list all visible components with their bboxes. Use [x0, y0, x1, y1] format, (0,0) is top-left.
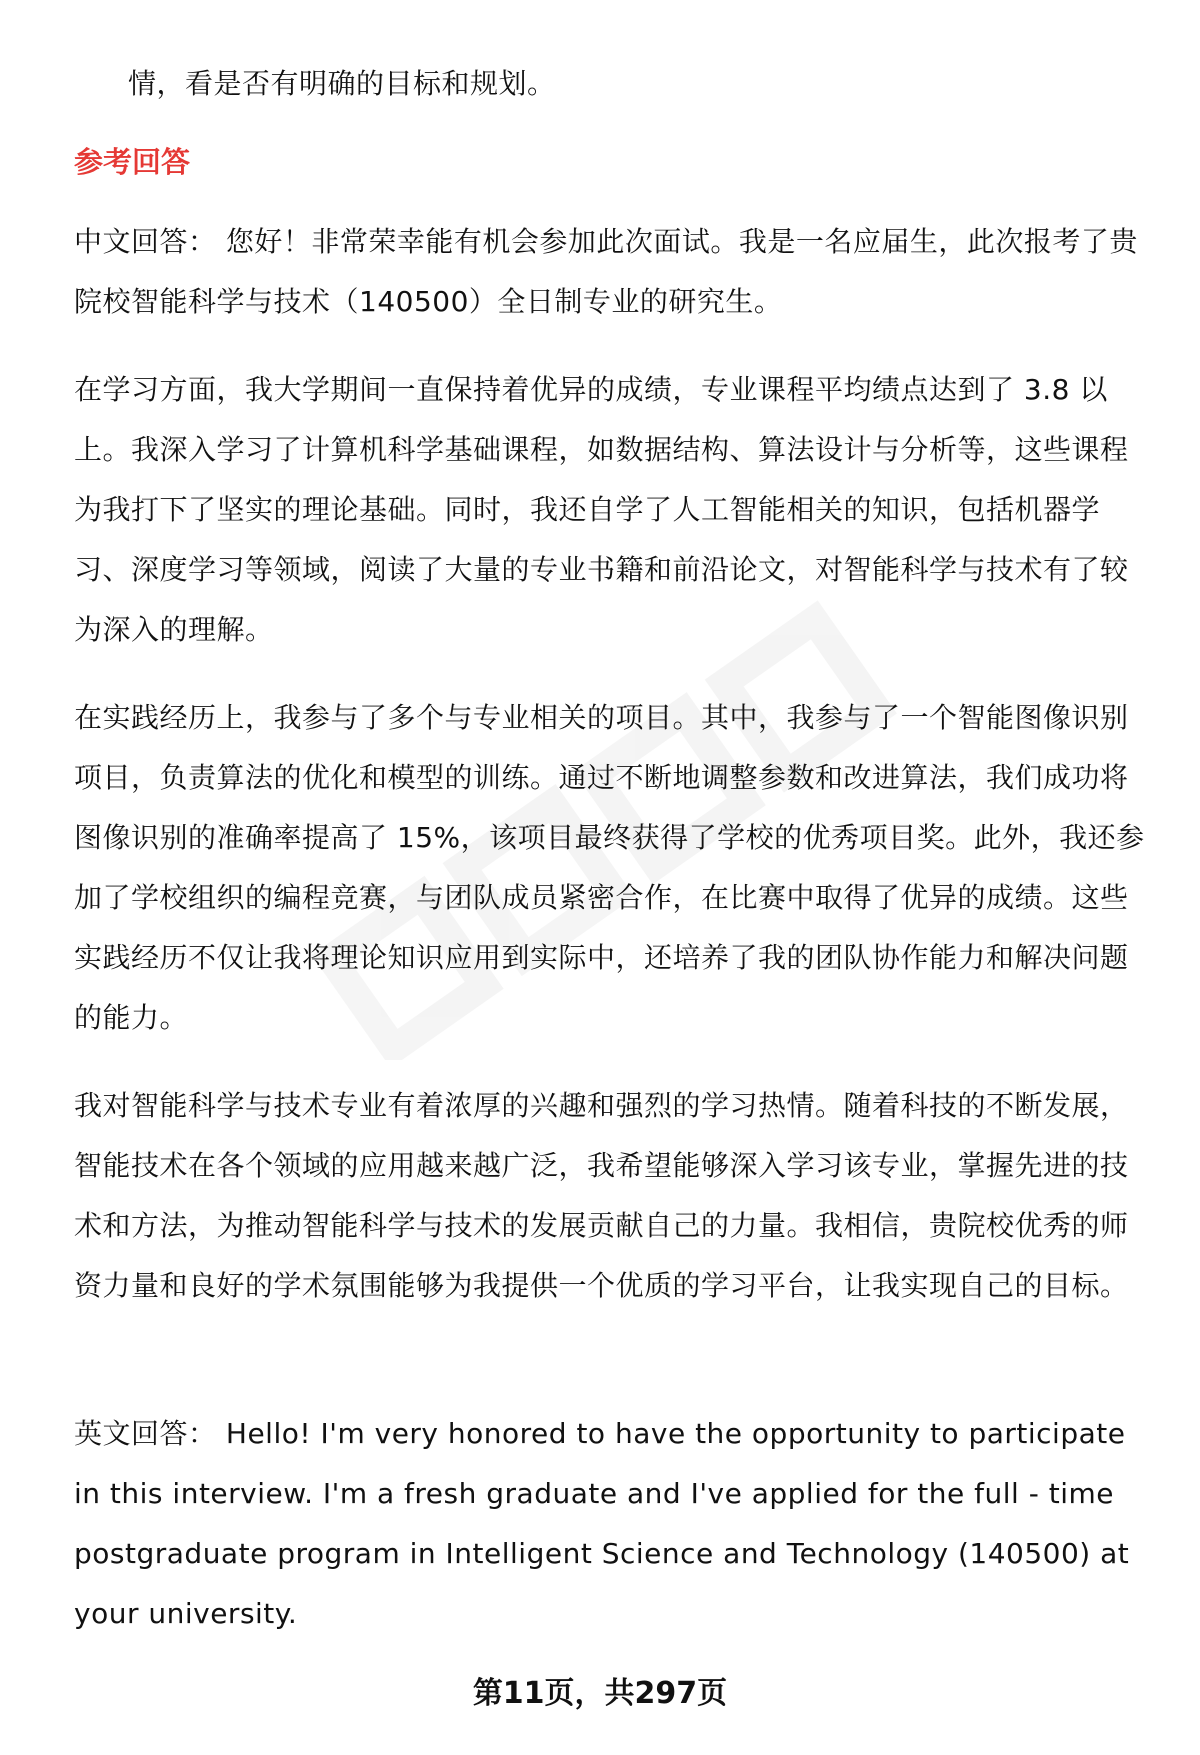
continuation-line: 情，看是否有明确的目标和规划。 — [128, 67, 556, 100]
paragraph-motivation: 我对智能科学与技术专业有着浓厚的兴趣和强烈的学习热情。随着科技的不断发展，智能技术在各个领域的应用越来越广泛，我希望能够深入学习该专业，掌握先进的技术和方法，为推动智能科学与技术的发展贡献自己的力量。我相信，贵院校优秀的师资力量和良好的学术氛围能够为我提供一个优质的学习平台，让我实现自己的目标。 — [74, 1089, 1129, 1302]
paragraph-practice: 在实践经历上，我参与了多个与专业相关的项目。其中，我参与了一个智能图像识别项目，负责算法的优化和模型的训练。通过不断地调整参数和改进算法，我们成功将图像识别的准确率提高了 15%，该项目最终获得了学校的优秀项目奖。此外，我还参加了学校组织的编程竞赛，与团队成员紧密合作，在比赛中取得了优异的成绩。这些实践经历不仅让我将理论知识应用到实际中，还培养了我的团队协作能力和解决问题的能力。 — [74, 701, 1145, 1034]
page-number-footer: 第11页，共297页 — [472, 1676, 728, 1711]
paragraph-chinese-intro: 中文回答： 您好！非常荣幸能有机会参加此次面试。我是一名应届生，此次报考了贵院校智能科学与技术（140500）全日制专业的研究生。 — [74, 225, 1138, 318]
paragraph-english-answer: 英文回答： Hello! I'm very honored to have the opportunity to participate in this interview. I'm a fresh graduate and I've applied for the full - time postgraduate program in Intelligent Science and Technology (140500) at your university. — [74, 1417, 1130, 1630]
section-heading: 参考回答 — [74, 145, 191, 179]
paragraph-study: 在学习方面，我大学期间一直保持着优异的成绩，专业课程平均绩点达到了 3.8 以上。我深入学习了计算机科学基础课程，如数据结构、算法设计与分析等，这些课程为我打下了坚实的理论基础。同时，我还自学了人工智能相关的知识，包括机器学习、深度学习等领域，阅读了大量的专业书籍和前沿论文，对智能科学与技术有了较为深入的理解。 — [74, 373, 1129, 646]
